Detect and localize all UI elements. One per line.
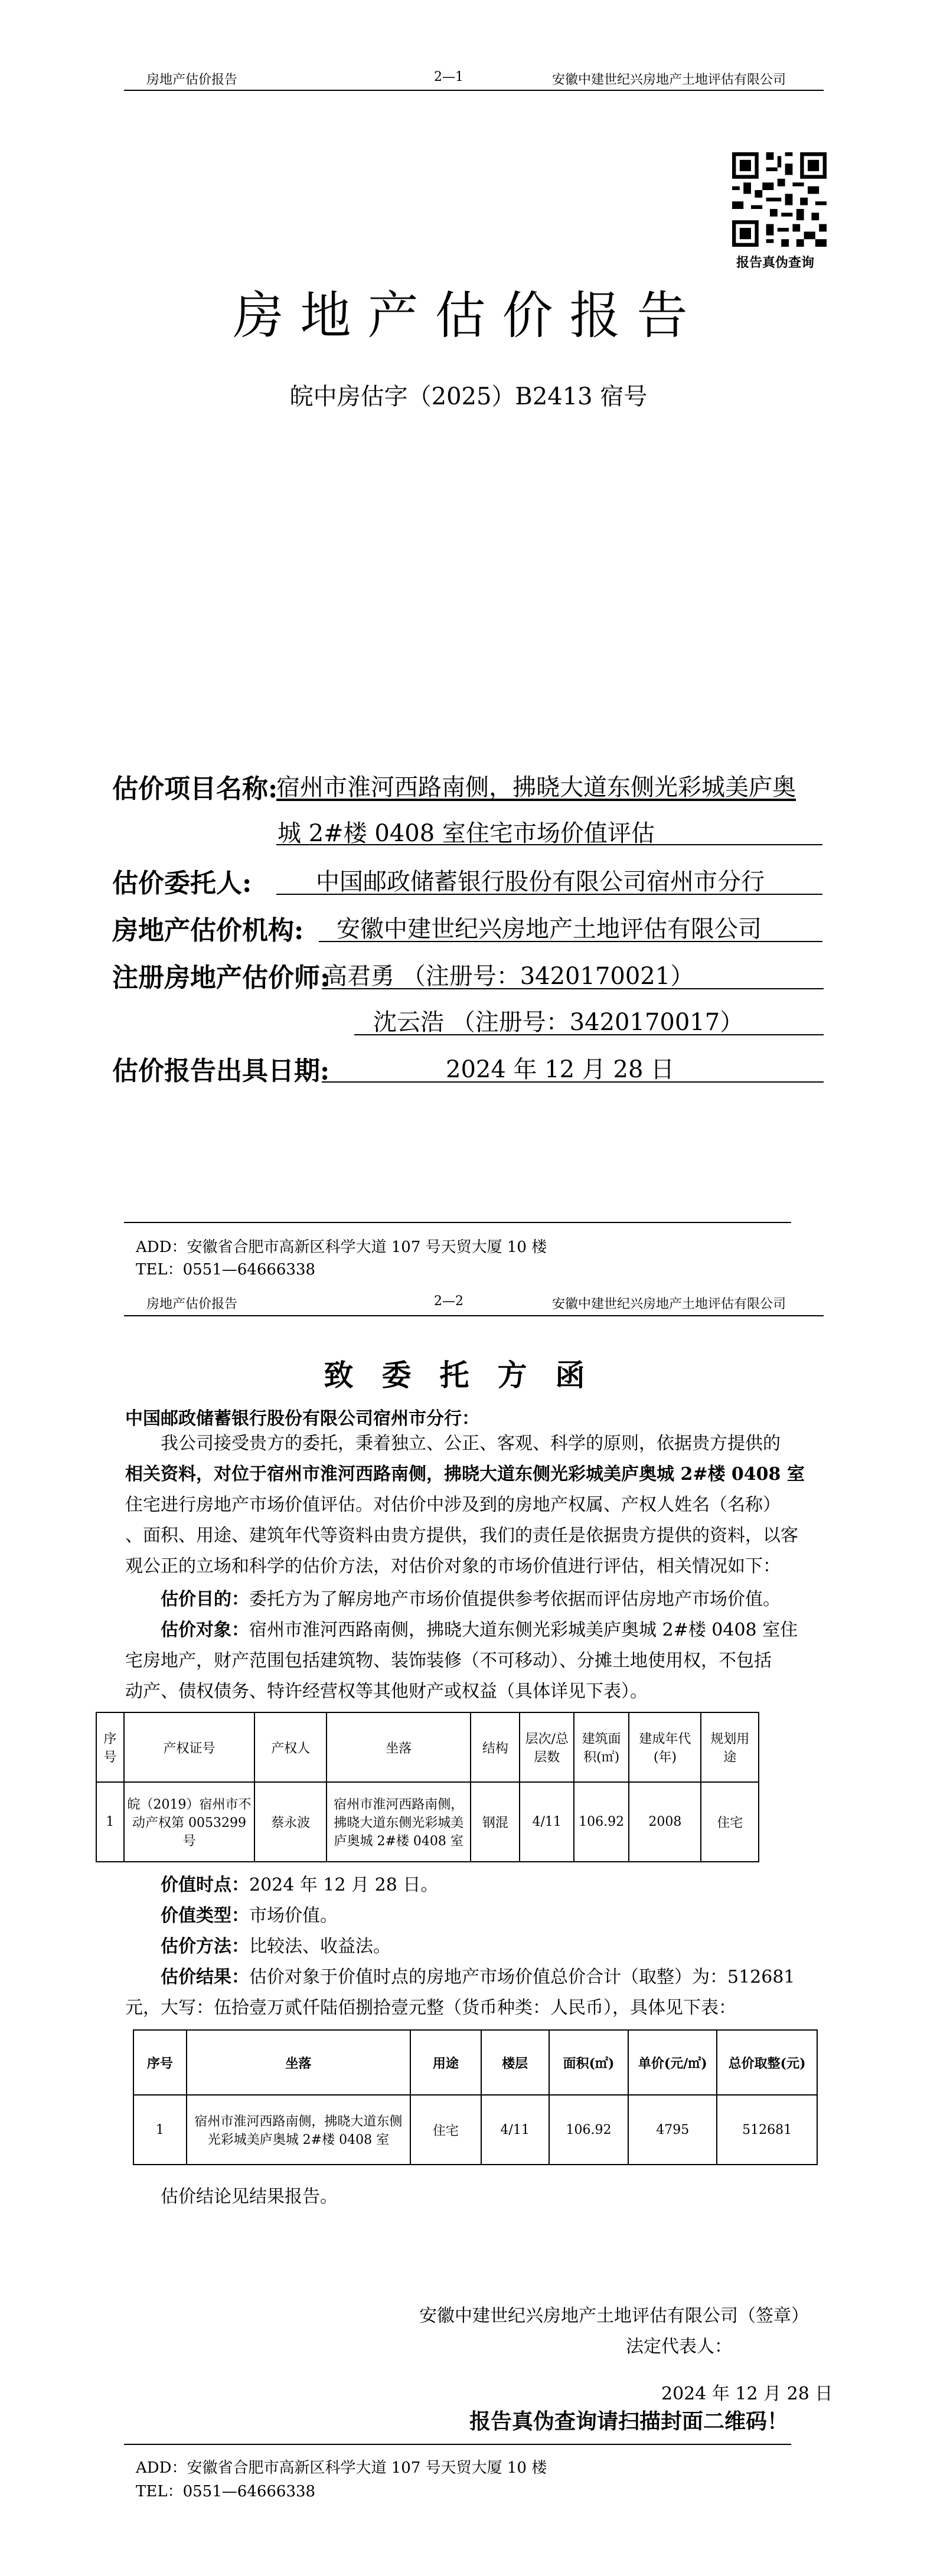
qr-caption: 报告真伪查询 (736, 255, 815, 270)
header-left: 房地产估价报告 (146, 73, 238, 87)
header-cell: 序号 (96, 1712, 124, 1782)
agency-underline (319, 941, 822, 942)
project-underline (276, 844, 822, 845)
header-cell: 用途 (410, 2030, 481, 2095)
table-cell: 1 (96, 1782, 124, 1862)
object-line: 宅房地产，财产范围包括建筑物、装饰装修（不可移动）、分摊土地使用权，不包括 (125, 1650, 772, 1671)
table-cell: 钢混 (471, 1782, 520, 1862)
header-rule (124, 90, 824, 91)
purpose (161, 1584, 781, 1615)
intro-paragraph (125, 1428, 819, 1582)
purpose-label: 估价目的： (161, 1589, 249, 1610)
intro-line: 、面积、用途、建筑年代等资料由贵方提供，我们的责任是依据贵方提供的资料，以客 (125, 1525, 798, 1546)
agency-label: 房地产估价机构: (112, 916, 304, 946)
table-cell: 106.92 (574, 1782, 629, 1862)
table-cell: 4/11 (520, 1782, 573, 1862)
header-cell: 面积(㎡) (549, 2030, 629, 2095)
legal-representative: 法定代表人： (626, 2336, 732, 2357)
purpose-text: 委托方为了解房地产市场价值提供参考依据而评估房地产市场价值。 (249, 1589, 781, 1610)
intro-line: 观公正的立场和科学的估价方法，对估价对象的市场价值进行评估，相关情况如下： (125, 1556, 781, 1577)
table-cell: 512681 (717, 2095, 817, 2165)
agency-value: 安徽中建世纪兴房地产土地评估有限公司 (337, 916, 762, 943)
table-cell: 2008 (629, 1782, 701, 1862)
table-header-row (96, 1712, 759, 1782)
table-cell: 皖（2019）宿州市不动产权第 0053299 号 (124, 1782, 255, 1862)
table-cell: 宿州市淮河西路南侧，拂晓大道东侧光彩城美庐奥城 2#楼 0408 室 (187, 2095, 410, 2165)
intro-line: 住宅进行房地产市场价值评估。对估价中涉及到的房地产权属、产权人姓名（名称） (125, 1495, 781, 1515)
table-cell: 住宅 (410, 2095, 481, 2165)
footer-address: ADD：安徽省合肥市高新区科学大道 107 号天贸大厦 10 楼 (136, 1238, 547, 1256)
object-line: 动产、债权债务、特许经营权等其他财产或权益（具体详见下表）。 (125, 1681, 648, 1702)
property-table (96, 1712, 759, 1862)
header-left: 房地产估价报告 (146, 1297, 238, 1312)
signing-date: 2024 年 12 月 28 日 (661, 2384, 833, 2404)
value-date (161, 1870, 438, 1901)
header-cell: 总价取整(元) (717, 2030, 817, 2095)
header-cell: 单价(元/㎡) (628, 2030, 717, 2095)
issue-date-value: 2024 年 12 月 28 日 (446, 1056, 675, 1083)
header-cell: 序号 (133, 2030, 187, 2095)
footer-rule (124, 2444, 791, 2445)
signing-company: 安徽中建世纪兴房地产土地评估有限公司（签章） (419, 2306, 809, 2326)
table-cell: 住宅 (701, 1782, 759, 1862)
value-type-text: 市场价值。 (249, 1905, 338, 1926)
footer-phone: TEL：0551—64666338 (136, 1261, 316, 1279)
table-cell: 4/11 (481, 2095, 549, 2165)
header-cell: 建成年代(年) (629, 1712, 701, 1782)
header-right: 安徽中建世纪兴房地产土地评估有限公司 (552, 1297, 786, 1312)
issue-date-underline (322, 1081, 824, 1083)
header-right: 安徽中建世纪兴房地产土地评估有限公司 (552, 73, 786, 87)
valuation-table (133, 2029, 818, 2165)
appraiser-1-underline (322, 988, 824, 989)
client-underline (276, 894, 822, 895)
letter-title: 致委托方函 (324, 1358, 613, 1392)
table-row (96, 1782, 759, 1862)
project-name-value-line2: 城 2#楼 0408 室住宅市场价值评估 (277, 820, 655, 847)
valuation-result (161, 1962, 795, 1993)
value-type (161, 1901, 338, 1931)
method-label: 估价方法： (161, 1936, 249, 1957)
footer-phone: TEL：0551—64666338 (136, 2483, 316, 2500)
project-name-value-line1: 宿州市淮河西路南侧，拂晓大道东侧光彩城美庐奥 (276, 774, 796, 801)
table-cell: 宿州市淮河西路南侧，拂晓大道东侧光彩城美庐奥城 2#楼 0408 室 (327, 1782, 471, 1862)
header-page-number: 2—1 (434, 70, 463, 84)
appraiser-1: 高君勇 （注册号：3420170021） (324, 963, 694, 990)
table-row (133, 2095, 817, 2165)
result-line2: 元，大写：伍拾壹万贰仟陆佰捌拾壹元整（货币种类：人民币），具体见下表： (125, 1998, 736, 2018)
value-type-label: 价值类型： (161, 1905, 249, 1926)
object-line: 宿州市淮河西路南侧，拂晓大道东侧光彩城美庐奥城 2#楼 0408 室住 (249, 1620, 798, 1640)
issue-date-label: 估价报告出具日期: (112, 1056, 330, 1086)
header-rule (124, 1315, 824, 1316)
report-number: 皖中房估字（2025）B2413 宿号 (289, 383, 648, 410)
result-label: 估价结果： (161, 1967, 249, 1987)
value-date-label: 价值时点： (161, 1875, 249, 1895)
header-cell: 结构 (471, 1712, 520, 1782)
table-cell: 1 (133, 2095, 187, 2165)
client-label: 估价委托人: (112, 868, 252, 898)
report-title: 房地产估价报告 (233, 286, 704, 345)
header-cell: 规划用途 (701, 1712, 759, 1782)
method-text: 比较法、收益法。 (249, 1936, 391, 1957)
verification-note: 报告真伪查询请扫描封面二维码！ (469, 2409, 789, 2434)
table-cell: 蔡永波 (254, 1782, 327, 1862)
header-cell: 坐落 (187, 2030, 410, 2095)
valuation-object (125, 1615, 819, 1707)
header-page-number: 2—2 (434, 1294, 463, 1309)
conclusion-note: 估价结论见结果报告。 (161, 2186, 338, 2207)
appraiser-label: 注册房地产估价师: (112, 963, 330, 993)
footer-rule (124, 1222, 791, 1223)
header-cell: 产权证号 (124, 1712, 255, 1782)
value-date-text: 2024 年 12 月 28 日。 (249, 1875, 439, 1895)
table-cell: 4795 (628, 2095, 717, 2165)
project-name-label: 估价项目名称: (112, 774, 278, 804)
header-cell: 建筑面积(㎡) (574, 1712, 629, 1782)
header-cell: 层次/总层数 (520, 1712, 573, 1782)
object-label: 估价对象： (161, 1620, 249, 1640)
qr-code-icon[interactable] (732, 152, 827, 247)
header-cell: 楼层 (481, 2030, 549, 2095)
addressee: 中国邮政储蓄银行股份有限公司宿州市分行： (125, 1408, 479, 1429)
client-value: 中国邮政储蓄银行股份有限公司宿州市分行 (316, 868, 765, 895)
valuation-method (161, 1931, 391, 1962)
result-line1: 估价对象于价值时点的房地产市场价值总价合计（取整）为：512681 (249, 1967, 795, 1987)
header-cell: 坐落 (327, 1712, 471, 1782)
intro-line: 我公司接受贵方的委托，秉着独立、公正、客观、科学的原则，依据贵方提供的 (161, 1433, 781, 1454)
appraiser-2: 沈云浩 （注册号：3420170017） (373, 1009, 744, 1036)
appraiser-2-underline (354, 1034, 824, 1035)
intro-line: 相关资料，对位于宿州市淮河西路南侧，拂晓大道东侧光彩城美庐奥城 2#楼 0408 室 (125, 1464, 805, 1485)
table-cell: 106.92 (549, 2095, 629, 2165)
header-cell: 产权人 (254, 1712, 327, 1782)
footer-address: ADD：安徽省合肥市高新区科学大道 107 号天贸大厦 10 楼 (136, 2459, 547, 2477)
table-header-row (133, 2030, 817, 2095)
